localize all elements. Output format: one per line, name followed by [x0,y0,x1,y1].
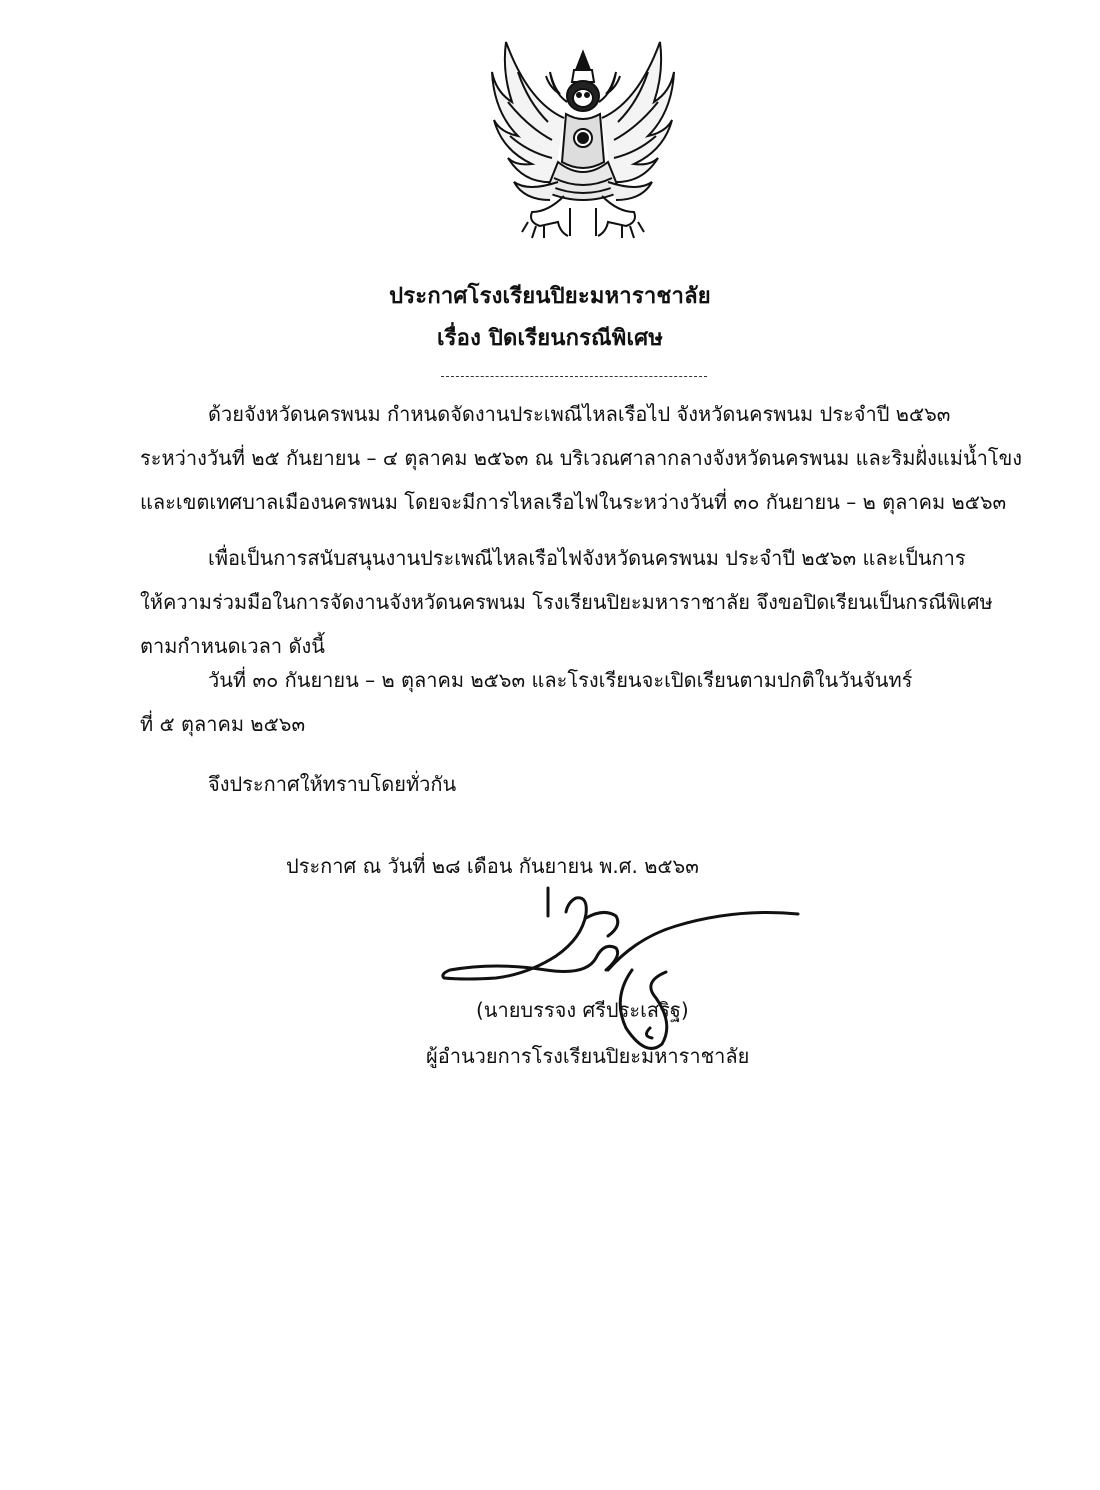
signer-position: ผู้อำนวยการโรงเรียนปิยะมหาราชาลัย [426,1044,750,1068]
paragraph-2-line-1: เพื่อเป็นการสนับสนุนงานประเพณีไหลเรือไฟจังหวัดนครพนม ประจำปี ๒๕๖๓ และเป็นการ [208,546,966,570]
announcement-subject: เรื่อง ปิดเรียนกรณีพิเศษ [436,326,664,351]
paragraph-1-line-1: ด้วยจังหวัดนครพนม กำหนดจัดงานประเพณีไหลเรือไป จังหวัดนครพนม ประจำปี ๒๕๖๓ [208,402,951,426]
announcement-date: ประกาศ ณ วันที่ ๒๘ เดือน กันยายน พ.ศ. ๒๕๖๓ [286,854,699,878]
title-divider [441,376,707,377]
paragraph-1-line-3: และเขตเทศบาลเมืองนครพนม โดยจะมีการไหลเรือไฟในระหว่างวันที่ ๓๐ กันยายน – ๒ ตุลาคม ๒๕๖๓ [140,490,1007,514]
signer-name: (นายบรรจง ศรีประเสริฐ) [476,998,689,1022]
paragraph-3-line-1: วันที่ ๓๐ กันยายน – ๒ ตุลาคม ๒๕๖๓ และโรงเรียนจะเปิดเรียนตามปกติในวันจันทร์ [208,668,913,692]
paragraph-2-line-3: ตามกำหนดเวลา ดังนี้ [140,634,325,658]
paragraph-1-line-2: ระหว่างวันที่ ๒๕ กันยายน – ๔ ตุลาคม ๒๕๖๓ ณ บริเวณศาลากลางจังหวัดนครพนม และริมฝั่งแม่น้ำโขง [140,446,1023,470]
garuda-emblem-icon [488,32,678,244]
closing-statement: จึงประกาศให้ทราบโดยทั่วกัน [208,772,457,796]
paragraph-2-line-2: ให้ความร่วมมือในการจัดงานจังหวัดนครพนม โรงเรียนปิยะมหาราชาลัย จึงขอปิดเรียนเป็นกรณีพิเศษ [140,590,993,614]
announcement-title: ประกาศโรงเรียนปิยะมหาราชาลัย [389,284,711,309]
paragraph-3-line-2: ที่ ๕ ตุลาคม ๒๕๖๓ [140,712,306,736]
